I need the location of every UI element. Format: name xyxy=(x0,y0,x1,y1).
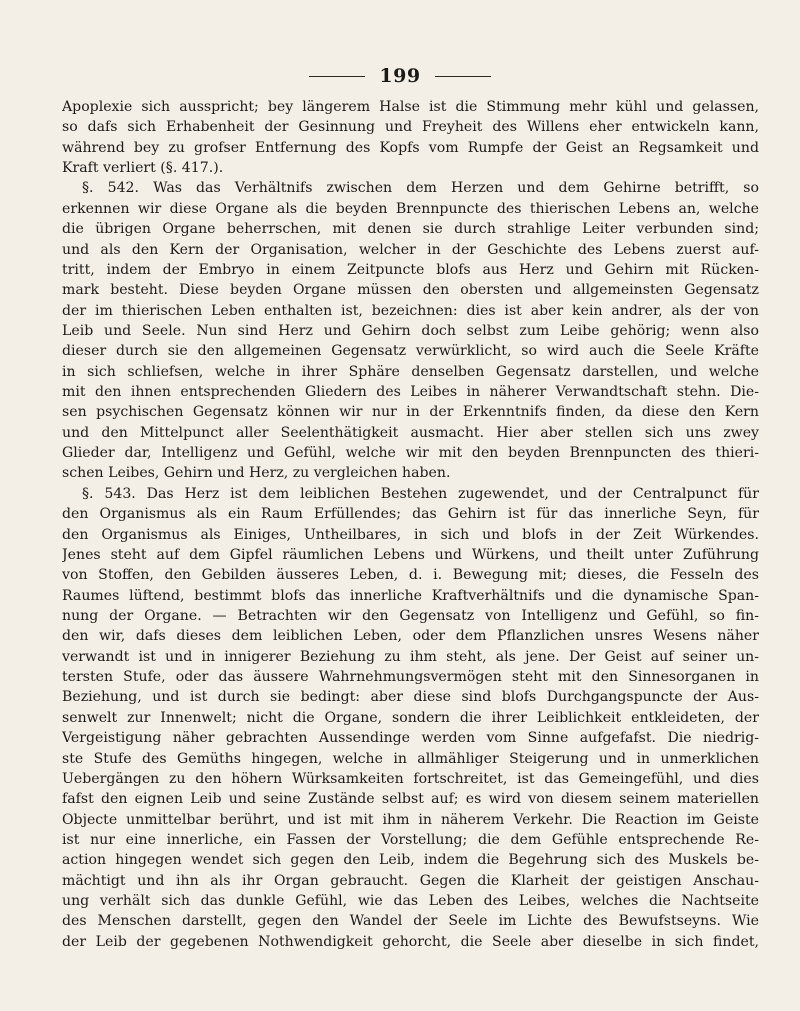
text-line: den Organismus als ein Raum Erfüllendes; das Gehirn ist für das innerliche Seyn, für xyxy=(62,506,759,523)
text-line: verwandt ist und in innigerer Beziehung zu ihm steht, als jene. Der Geist auf seiner un- xyxy=(62,648,759,665)
text-line: von Stoffen, den Gebilden äusseres Leben, d. i. Bewegung mit; dieses, die Fesseln des xyxy=(62,567,759,584)
text-line: und den Mittelpunct aller Seelenthätigkeit ausmacht. Hier aber stellen sich uns zwey xyxy=(62,424,759,441)
text-line: Jenes steht auf dem Gipfel räumlichen Lebens und Würkens, und theilt unter Zuführung xyxy=(62,546,759,563)
text-line: §. 542. Was das Verhältnifs zwischen dem Herzen und dem Gehirne betrifft, so xyxy=(82,180,759,197)
text-line: des Menschen darstellt, gegen den Wandel der Seele im Lichte des Bewufstseyns. Wie xyxy=(62,913,759,930)
text-line: mark besteht. Diese beyden Organe müssen den obersten und allgemeinsten Gegensatz xyxy=(62,282,759,299)
text-line: mit den ihnen entsprechenden Gliedern des Leibes in näherer Verwandtschaft stehn. Die- xyxy=(62,384,759,401)
text-line: Leib und Seele. Nun sind Herz und Gehirn doch selbst zum Leibe gehörig; wenn also xyxy=(62,322,759,339)
text-line: ist nur eine innerliche, ein Fassen der Vorstellung; die dem Gefühle entsprechende Re- xyxy=(62,831,759,848)
page-number: 199 xyxy=(379,65,421,87)
header-rule-right xyxy=(435,76,491,77)
text-line: schen Leibes, Gehirn und Herz, zu vergleichen haben. xyxy=(62,465,451,482)
text-line: mächtigt und ihn als ihr Organ gebraucht. Gegen die Klarheit der geistigen Anschau- xyxy=(62,872,759,889)
text-line: und als den Kern der Organisation, welcher in der Geschichte des Lebens zuerst auf- xyxy=(62,241,759,258)
text-line: in sich schliefsen, welche in ihrer Sphäre denselben Gegensatz darstellen, und welche xyxy=(62,363,759,380)
text-line: tersten Stufe, oder das äussere Wahrnehmungsvermögen steht mit den Sinnesorganen in xyxy=(62,669,759,686)
text-line: sen psychischen Gegensatz können wir nur in der Erkenntnifs finden, da diese den Kern xyxy=(62,404,759,421)
text-line: die übrigen Organe beherrschen, mit denen sie durch strahlige Leiter verbunden sind; xyxy=(62,221,759,238)
text-line: während bey zu grofser Entfernung des Kopfs vom Rumpfe der Geist an Regsamkeit und xyxy=(62,139,759,156)
text-line: Objecte unmittelbar berührt, und ist mit ihm in näherem Verkehr. Die Reaction im Geiste xyxy=(62,811,759,828)
text-line: ste Stufe des Gemüths hingegen, welche in allmähliger Steigerung und in unmerklichen xyxy=(62,750,759,767)
text-line: tritt, indem der Embryo in einem Zeitpuncte blofs aus Herz und Gehirn mit Rücken- xyxy=(62,261,759,278)
text-line: §. 543. Das Herz ist dem leiblichen Bestehen zugewendet, und der Centralpunct für xyxy=(82,485,759,502)
text-line: ung verhält sich das dunkle Gefühl, wie das Leben des Leibes, welches die Nachtseite xyxy=(62,893,759,910)
text-line: Vergeistigung näher gebrachten Aussendinge werden vom Sinne aufgefafst. Die niedrig- xyxy=(62,730,759,747)
text-line: Glieder dar, Intelligenz und Gefühl, welche wir mit den beyden Brennpuncten des thieri- xyxy=(62,445,759,462)
text-line: Beziehung, und ist durch sie bedingt: aber diese sind blofs Durchgangspuncte der Aus- xyxy=(62,689,759,706)
header-rule-left xyxy=(309,76,365,77)
text-line: erkennen wir diese Organe als die beyden Brennpuncte des thierischen Lebens an, welche xyxy=(62,200,759,217)
text-line: der Leib der gegebenen Nothwendigkeit gehorcht, die Seele aber dieselbe in sich findet, xyxy=(62,933,759,950)
text-line: fafst den eignen Leib und seine Zustände selbst auf; es wird von diesem seinem materiellen xyxy=(62,791,759,808)
body-text xyxy=(62,97,759,952)
text-line: so dafs sich Erhabenheit der Gesinnung und Freyheit des Willens eher entwickeln kann, xyxy=(62,119,759,136)
text-line: action hingegen wendet sich gegen den Leib, indem die Begehrung sich des Muskels be- xyxy=(62,852,759,869)
text-line: Apoplexie sich ausspricht; bey längerem Halse ist die Stimmung mehr kühl und gelassen, xyxy=(62,99,759,115)
page-header xyxy=(0,64,800,88)
text-line: nung der Organe. — Betrachten wir den Gegensatz von Intelligenz und Gefühl, so fin- xyxy=(62,607,759,624)
text-line: Uebergängen zu den höhern Würksamkeiten fortschreitet, ist das Gemeingefühl, und dies xyxy=(62,770,759,787)
text-line: dieser durch sie den allgemeinen Gegensatz verwürklicht, so wird auch die Seele Kräfte xyxy=(62,343,759,360)
text-line: Raumes lüftend, bestimmt blofs das innerliche Kraftverhältnifs und die dynamische Span- xyxy=(62,587,759,604)
text-line: der im thierischen Leben enthalten ist, bezeichnen: dies ist aber kein andrer, als der von xyxy=(62,302,759,319)
text-line: den Organismus als Einiges, Untheilbares, in sich und blofs in der Zeit Würkendes. xyxy=(62,526,759,543)
text-line: Kraft verliert (§. 417.). xyxy=(62,160,224,177)
text-line: senwelt zur Innenwelt; nicht die Organe, sondern die ihrer Leiblichkeit entkleideten, der xyxy=(62,709,759,726)
text-line: den wir, dafs dieses dem leiblichen Leben, oder dem Pflanzlichen unsres Wesens näher xyxy=(62,628,759,645)
